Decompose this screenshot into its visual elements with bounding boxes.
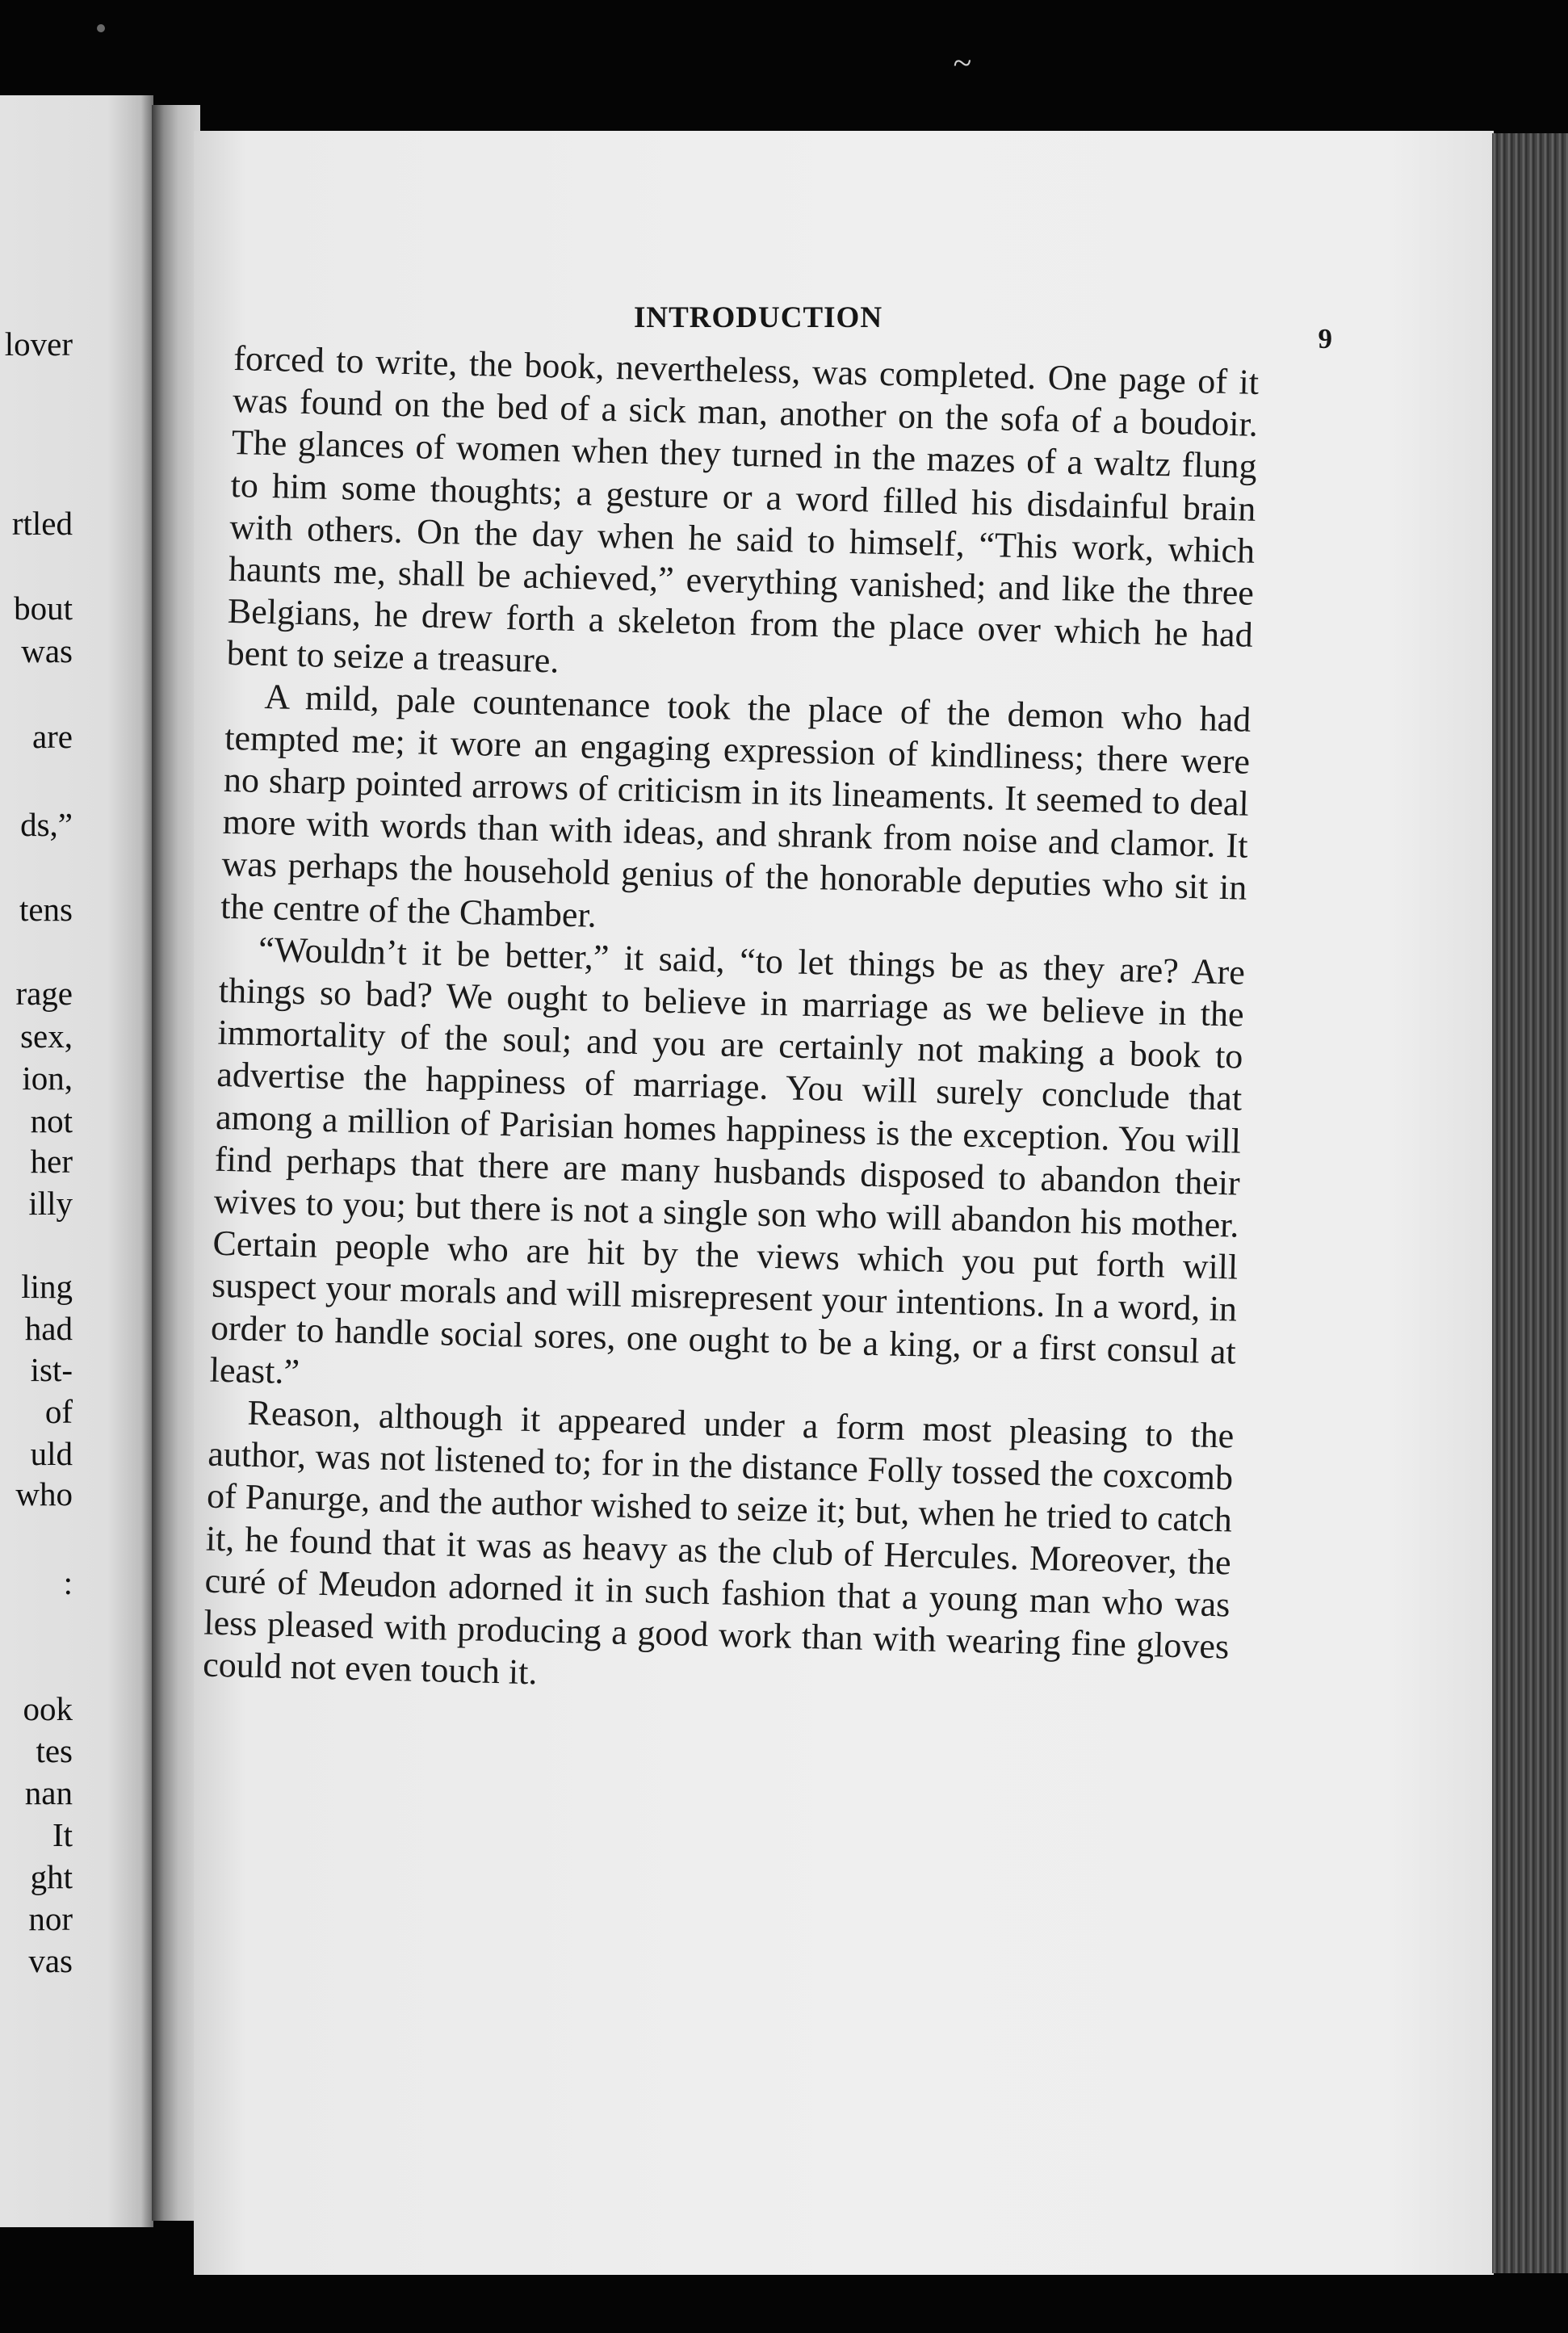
facing-fragment: uld	[30, 1435, 73, 1472]
facing-fragment: sex,	[20, 1018, 73, 1055]
facing-fragment: illy	[28, 1185, 73, 1222]
facing-fragment: rage	[15, 975, 73, 1012]
facing-fragment: nan	[24, 1774, 73, 1811]
facing-fragment: vas	[28, 1942, 73, 1979]
paragraph: “Wouldn’t it be better,” it said, “to let things be as they are? Are things so bad? We ought to believe in marriage as we believe in the immortality of the soul; and you are certainly not making a book to advertise the happiness of marriage. You will surely conclude that among a million of Parisian homes happiness is the exception. You will find perhaps that there are many husbands disposed to abandon their wives to you; but there is not a single son who will abandon his mother. Certain people who are hit by the views which you put forth will suspect your morals and will misrepresent your intentions. In a word, in order to handle social sores, one ought to be a king, or a first consul at least.”	[209, 929, 1246, 1392]
facing-fragment: are	[31, 718, 73, 755]
body-text	[203, 338, 1260, 1710]
facing-fragment: tes	[36, 1732, 73, 1769]
facing-fragment: bout	[14, 590, 73, 627]
running-head: INTRODUCTION	[634, 301, 883, 334]
facing-fragment: :	[63, 1564, 73, 1601]
facing-fragment: was	[21, 632, 73, 669]
facing-fragment: ght	[30, 1858, 73, 1895]
facing-fragment: rtled	[11, 505, 73, 542]
facing-fragment: nor	[28, 1900, 73, 1937]
facing-fragment: not	[30, 1102, 73, 1139]
page-number: 9	[1318, 323, 1332, 355]
facing-fragment: ling	[21, 1268, 73, 1305]
facing-fragment: ook	[23, 1690, 73, 1727]
facing-fragment: ion,	[22, 1060, 73, 1097]
facing-fragment: of	[44, 1393, 73, 1430]
facing-fragment: It	[52, 1816, 73, 1853]
page-header	[242, 300, 1332, 355]
facing-page	[0, 95, 153, 2227]
paragraph: forced to write, the book, nevertheless, was completed. One page of it was found on the bed of a sick man, another on the sofa of a boudoir. The glances of women when they turned in the mazes of a waltz flung to him some thoughts; a gesture or a word filled his disdainful brain with others. On the day when he said to himself, “This work, which haunts me, shall be achieved,” everything vanished; and like the three Belgians, he drew forth a skeleton from the place over which he had bent to seize a treasure.	[226, 338, 1260, 682]
binding-gutter	[152, 105, 200, 2221]
paragraph: Reason, although it appeared under a form most pleasing to the author, was not listened to; for in the distance Folly tossed the coxcomb of Panurge, and the author wished to seize it; but, when he tried to catch it, he found that it was as heavy as the club of Hercules. Moreover, the curé of Meudon adorned it in such fashion that a young man who was less pleased with producing a good work than with wearing fine gloves could not even touch it.	[202, 1392, 1235, 1693]
facing-fragment: her	[30, 1143, 73, 1180]
facing-fragment: tens	[19, 891, 73, 928]
facing-fragment: who	[15, 1475, 73, 1513]
pencil-mark: ~	[953, 45, 971, 82]
page-edge-stack	[1492, 133, 1568, 2273]
facing-fragment: had	[24, 1310, 73, 1347]
dust-speck	[97, 24, 105, 32]
facing-fragment: lover	[4, 325, 73, 363]
facing-fragment: ds,”	[20, 806, 73, 843]
paragraph: A mild, pale countenance took the place of the demon who had tempted me; it wore an engaging expression of kindliness; there were no sharp pointed arrows of criticism in its lineaments. It seemed to deal more with words than with ideas, and shrank from noise and clamor. It was perhaps the household genius of the honorable deputies who sit in the centre of the Chamber.	[220, 676, 1251, 935]
facing-fragment: ist-	[30, 1351, 73, 1388]
